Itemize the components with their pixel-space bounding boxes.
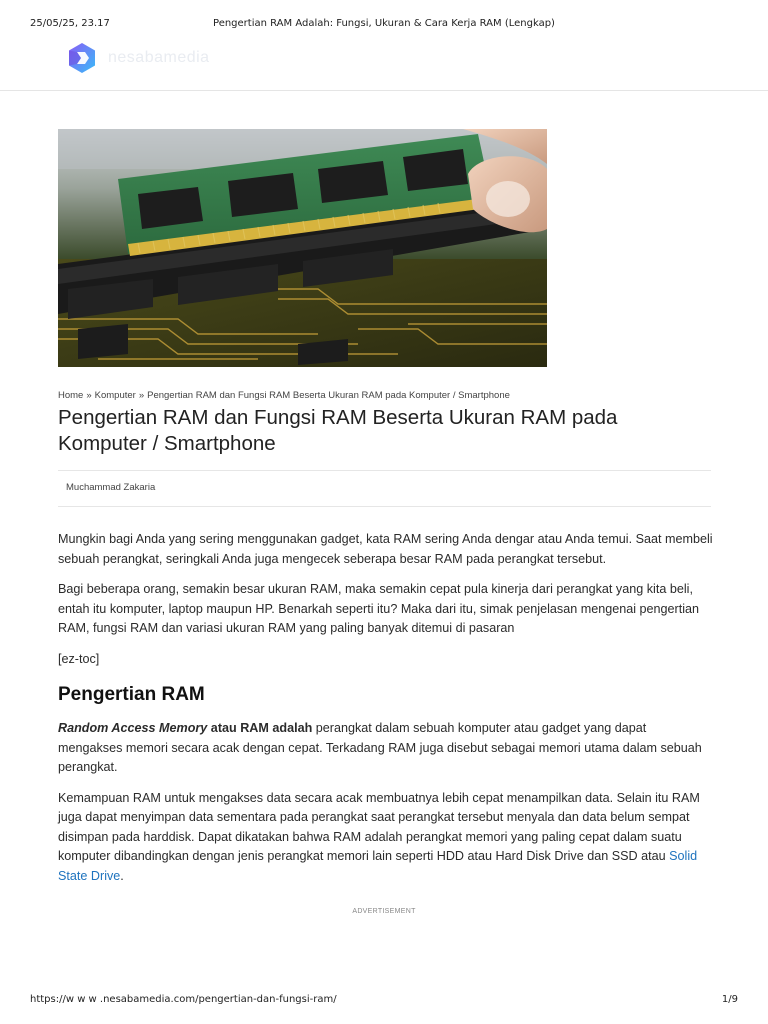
site-logo-link[interactable] xyxy=(66,42,210,74)
breadcrumb-komputer[interactable]: Komputer xyxy=(94,390,136,401)
toc-shortcode: [ez-toc] xyxy=(58,651,100,666)
header-divider xyxy=(0,90,768,91)
solid-state-drive-link[interactable]: Solid State Drive xyxy=(58,849,698,883)
site-logo-text: nesabamedia xyxy=(108,49,210,66)
paragraph-intro: Mungkin bagi Anda yang sering menggunakan gadget, kata RAM sering Anda dengar atau Anda temui. Saat membeli sebuah perangkat, seringkali Anda juga mengecek seberapa besar RAM pada perangkat tersebut. xyxy=(58,532,713,566)
print-doc-title: Pengertian RAM Adalah: Fungsi, Ukuran & Cara Kerja RAM (Lengkap) xyxy=(213,18,555,29)
paragraph-capability xyxy=(58,789,714,887)
breadcrumb-separator: » xyxy=(86,390,92,401)
advertisement-label: ADVERTISEMENT xyxy=(352,908,416,915)
definition-term xyxy=(58,721,312,735)
print-url: https://w w w .nesabamedia.com/pengertian-dan-fungsi-ram/ xyxy=(30,994,337,1005)
article-title: Pengertian RAM dan Fungsi RAM Beserta Ukuran RAM pada Komputer / Smartphone xyxy=(58,406,618,455)
print-page-number: 1/9 xyxy=(721,994,738,1005)
article-body xyxy=(58,530,714,897)
capability-end: . xyxy=(120,868,124,883)
capability-text: Kemampuan RAM untuk mengakses data secara acak membuatnya lebih cepat menampilkan data. Selain itu RAM juga dapat menyimpan data sementara pada perangkat saat perangkat tersebut menyala dan data belum sempat disimpan pada harddisk. Dapat dikatakan bahwa RAM adalah perangkat memori yang paling cepat dalam suatu komputer dibandingkan dengan jenis perangkat memori lain seperti HDD atau Hard Disk Drive dan SSD atau xyxy=(58,790,700,863)
nesabamedia-logo-icon xyxy=(66,42,98,74)
print-footer xyxy=(30,994,738,1008)
print-header xyxy=(30,18,738,32)
paragraph-ram-size: Bagi beberapa orang, semakin besar ukuran RAM, maka semakin cepat pula kinerja dari perangkat yang kita beli, entah itu komputer, laptop maupun HP. Benarkah seperti itu? Maka dari itu, simak penjelasan mengenai pengertian RAM, fungsi RAM dan variasi ukuran RAM yang paling banyak ditemui di pasaran xyxy=(58,582,700,635)
print-datetime: 25/05/25, 23.17 xyxy=(30,18,110,29)
definition-term-suffix: atau RAM adalah xyxy=(207,721,313,735)
breadcrumb-home[interactable]: Home xyxy=(58,390,84,401)
breadcrumb xyxy=(58,390,510,401)
breadcrumb-separator: » xyxy=(138,390,145,401)
breadcrumb-current: Pengertian RAM dan Fungsi RAM Beserta Ukuran RAM pada Komputer / Smartphone xyxy=(147,390,510,401)
paragraph-definition xyxy=(58,719,714,778)
hero-image xyxy=(58,129,547,367)
meta-divider-bottom xyxy=(58,506,711,507)
definition-text: perangkat dalam sebuah komputer atau gadget yang dapat mengakses memori secara acak dengan cepat. Terkadang RAM juga disebut sebagai memori utama dalam sebuah perangkat. xyxy=(58,721,702,774)
section-heading-pengertian-ram: Pengertian RAM xyxy=(58,684,205,705)
definition-term-italic: Random Access Memory xyxy=(58,721,208,735)
meta-divider-top xyxy=(58,470,711,471)
ram-photo xyxy=(58,129,547,367)
author-name[interactable]: Muchammad Zakaria xyxy=(66,482,156,493)
